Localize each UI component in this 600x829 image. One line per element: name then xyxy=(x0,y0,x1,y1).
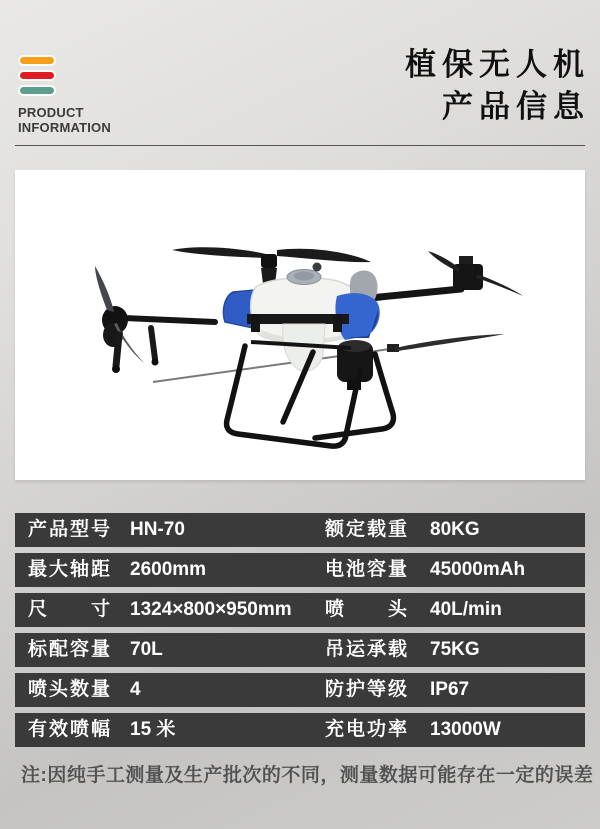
propeller-right-icon xyxy=(370,251,523,298)
brand-tagline xyxy=(18,105,111,136)
spec-value: 45000mAh xyxy=(430,559,526,580)
header-divider xyxy=(15,145,585,146)
spec-value: 75KG xyxy=(430,639,480,660)
spec-table xyxy=(15,513,585,753)
spec-cell xyxy=(15,553,300,587)
brand-tagline-line2: INFORMATION xyxy=(18,120,111,136)
spec-value: 40L/min xyxy=(430,599,502,620)
spec-value: 1324×800×950mm xyxy=(130,599,292,620)
spec-label: 防护等级 xyxy=(325,679,407,700)
logo-bar-red xyxy=(18,70,56,81)
brand-tagline-line1: PRODUCT xyxy=(18,105,84,120)
drone-illustration xyxy=(15,170,585,480)
spec-cell xyxy=(15,713,300,747)
measurement-note: 注:因纯手工测量及生产批次的不同，测量数据可能存在一定的误差 xyxy=(21,765,594,786)
spec-cell xyxy=(300,593,585,627)
propeller-left-icon xyxy=(95,266,215,373)
spec-label: 电池容量 xyxy=(325,559,407,580)
spec-value: 70L xyxy=(130,639,163,660)
spec-label: 额定载重 xyxy=(325,519,407,540)
spec-value: IP67 xyxy=(430,679,470,700)
spec-value: 13000W xyxy=(430,719,501,740)
spec-value: 80KG xyxy=(430,519,480,540)
spec-row-5 xyxy=(15,673,585,707)
page-title xyxy=(405,44,590,128)
spec-label: 吊运承载 xyxy=(325,639,407,660)
spec-cell xyxy=(15,633,300,667)
spec-label: 产品型号 xyxy=(28,519,110,540)
spec-label: 尺寸 xyxy=(28,599,110,620)
spec-cell xyxy=(300,633,585,667)
brand-logo xyxy=(18,55,111,136)
spec-cell xyxy=(15,673,300,707)
spec-value: HN-70 xyxy=(130,519,185,540)
spec-cell xyxy=(300,513,585,547)
spec-row-2 xyxy=(15,553,585,587)
drone-body xyxy=(223,263,379,391)
spec-row-1 xyxy=(15,513,585,547)
spec-label: 喷头 xyxy=(325,599,407,620)
spec-cell xyxy=(15,513,300,547)
spec-row-4 xyxy=(15,633,585,667)
spec-value: 4 xyxy=(130,679,141,700)
spec-label: 最大轴距 xyxy=(28,559,110,580)
spec-cell xyxy=(300,553,585,587)
product-image-panel xyxy=(15,170,585,480)
spec-cell xyxy=(300,673,585,707)
spec-value: 2600mm xyxy=(130,559,207,580)
spec-row-3 xyxy=(15,593,585,627)
spec-label: 标配容量 xyxy=(28,639,110,660)
spec-label: 充电功率 xyxy=(325,719,407,740)
logo-bar-teal xyxy=(18,85,56,96)
logo-bar-orange xyxy=(18,55,56,66)
spec-label: 有效喷幅 xyxy=(28,719,110,740)
spec-cell xyxy=(15,593,300,627)
spec-value: 15 米 xyxy=(130,719,176,740)
spec-label: 喷头数量 xyxy=(28,679,110,700)
page-title-line2: 产品信息 xyxy=(442,89,590,124)
spec-row-6 xyxy=(15,713,585,747)
spec-cell xyxy=(300,713,585,747)
page-title-line1: 植保无人机 xyxy=(405,47,590,82)
